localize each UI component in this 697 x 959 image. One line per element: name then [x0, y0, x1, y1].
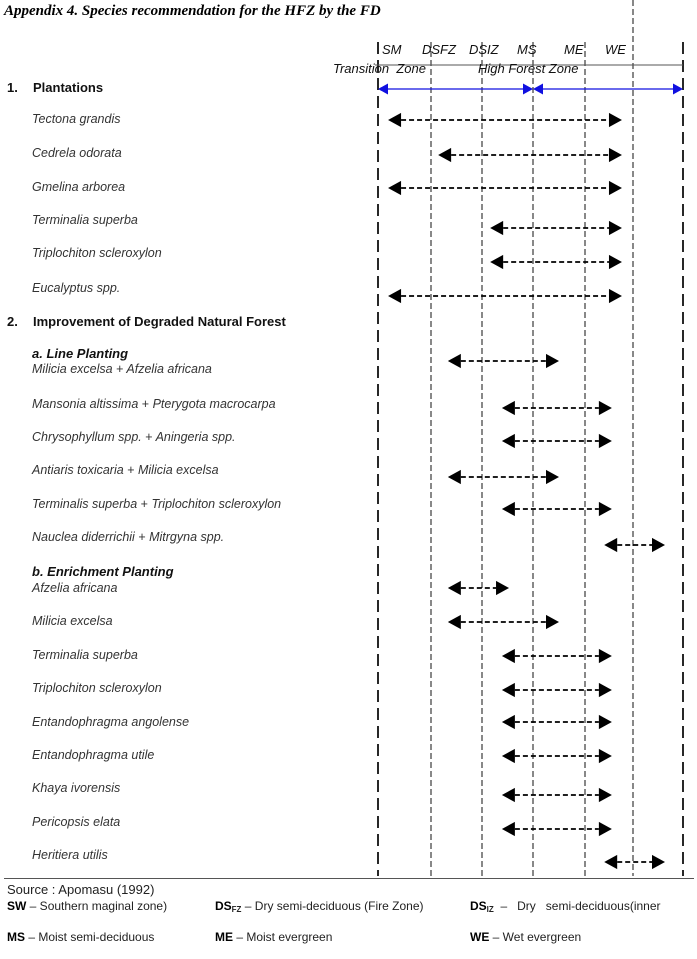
range-arrow-left-head [490, 221, 503, 235]
range-arrow-right-head [599, 715, 612, 729]
species-row [32, 681, 162, 695]
plus-sign: + [138, 530, 146, 544]
range-arrow-right-head [609, 148, 622, 162]
range-arrow-left-head [448, 615, 461, 629]
species-row [32, 614, 113, 628]
species-row [32, 112, 121, 126]
species-row [32, 281, 120, 295]
legend-dsfz [215, 899, 424, 914]
species-name: Terminalia superba [32, 648, 138, 662]
range-arrow-right-head [546, 470, 559, 484]
section-number: 1. [7, 80, 18, 95]
range-arrow-left-head [502, 434, 515, 448]
species-name: Afzelia africana [126, 362, 212, 376]
zone-label-ms: MS [517, 42, 537, 57]
range-arrow-left-head [502, 715, 515, 729]
legend-text: – Dry semi-deciduous(inner [493, 899, 661, 913]
zone-range-arrow-left-head [378, 84, 388, 95]
subsection-line-planting: a. Line Planting [32, 346, 129, 361]
plus-sign: + [141, 397, 150, 411]
species-name: Mitrgyna spp. [149, 530, 225, 544]
section-label: Plantations [33, 80, 104, 95]
legend-ms [7, 930, 154, 944]
species-name: Afzelia africana [32, 581, 118, 595]
species-row [32, 748, 154, 762]
source-note: Source : Apomasu (1992) [7, 882, 155, 897]
range-arrow-left-head [388, 113, 401, 127]
section-label: Improvement of Degraded Natural Forest [33, 314, 286, 329]
species-name: Milicia excelsa [32, 362, 113, 376]
legend-text: – Wet evergreen [489, 930, 582, 944]
range-arrow-right-head [609, 181, 622, 195]
species-row [32, 362, 212, 376]
zone-label-me: ME [564, 42, 584, 57]
range-arrow-left-head [604, 855, 617, 869]
species-row [32, 246, 162, 260]
species-name: Gmelina arborea [32, 180, 126, 194]
species-name: Cedrela odorata [32, 146, 122, 160]
range-arrow-right-head [599, 683, 612, 697]
species-name: Chrysophyllum spp. [32, 430, 142, 444]
legend-abbr: ME [215, 930, 233, 944]
range-arrow-left-head [502, 502, 515, 516]
range-arrow-right-head [599, 401, 612, 415]
zone-range-arrow-left-head [533, 84, 543, 95]
section-plantations [7, 80, 103, 95]
range-arrow-left-head [388, 289, 401, 303]
plus-sign: + [140, 497, 148, 511]
range-arrow-left-head [502, 401, 515, 415]
legend-dsiz [470, 899, 661, 914]
range-arrow-right-head [609, 255, 622, 269]
section-improvement [7, 314, 286, 329]
zone-label-sm: SM [382, 42, 402, 57]
species-name: Nauclea diderrichii [32, 530, 135, 544]
range-arrow-left-head [502, 822, 515, 836]
species-name: Mansonia altissima [32, 397, 139, 411]
species-name: Antiaris toxicaria [32, 463, 124, 477]
species-row [32, 815, 120, 829]
species-name: Triplochiton scleroxylon [32, 681, 162, 695]
legend-text: – Moist semi-deciduous [25, 930, 155, 944]
species-name: Triplochiton scleroxylon [32, 246, 162, 260]
divider [4, 878, 694, 879]
species-row [32, 781, 120, 795]
range-arrow-left-head [388, 181, 401, 195]
page-title: Appendix 4. Species recommendation for the HFZ by the FD [4, 3, 381, 19]
zone-label-we: WE [605, 42, 626, 57]
legend-sub: IZ [486, 905, 494, 914]
range-arrow-right-head [652, 855, 665, 869]
species-row [32, 397, 276, 411]
species-row [32, 497, 281, 511]
range-arrow-left-head [448, 354, 461, 368]
section-number: 2. [7, 314, 18, 329]
species-name: Milicia excelsa [32, 614, 113, 628]
range-arrow-right-head [599, 649, 612, 663]
subsection-enrichment-planting: b. Enrichment Planting [32, 564, 174, 579]
range-arrow-left-head [448, 581, 461, 595]
legend-text: – Moist evergreen [233, 930, 333, 944]
range-arrow-right-head [609, 113, 622, 127]
species-row [32, 180, 125, 194]
range-arrow-left-head [448, 470, 461, 484]
legend-text: – Dry semi-deciduous (Fire Zone) [241, 899, 424, 913]
species-row [32, 430, 236, 444]
zone-group-transition: Transition Zone [333, 61, 426, 76]
legend-sw [7, 899, 197, 913]
species-name: Khaya ivorensis [32, 781, 121, 795]
range-arrow-right-head [599, 788, 612, 802]
species-row [32, 715, 189, 729]
plus-sign: + [145, 430, 153, 444]
legend-sub: FZ [231, 905, 242, 914]
species-name: Terminalia superba [32, 213, 138, 227]
plus-sign: + [116, 362, 124, 376]
range-arrow-right-head [599, 749, 612, 763]
species-row [32, 463, 219, 477]
legend-text: – Southern maginal zone) [26, 899, 168, 913]
legend-we [470, 930, 581, 944]
species-name: Entandophragma angolense [32, 715, 190, 729]
species-name: Triplochiton scleroxylon [151, 497, 282, 511]
range-arrow-right-head [599, 822, 612, 836]
range-arrow-left-head [490, 255, 503, 269]
range-arrow-right-head [546, 354, 559, 368]
species-row [32, 146, 122, 160]
range-arrow-left-head [502, 683, 515, 697]
range-arrow-left-head [438, 148, 451, 162]
range-arrow-left-head [502, 649, 515, 663]
species-row [32, 848, 108, 862]
species-row [32, 581, 117, 595]
species-name: Milicia excelsa [137, 463, 219, 477]
range-arrow-right-head [609, 221, 622, 235]
species-name: Aningeria spp. [155, 430, 236, 444]
range-arrow-right-head [546, 615, 559, 629]
legend-abbr: SW [7, 899, 27, 913]
range-arrow-left-head [604, 538, 617, 552]
plus-sign: + [127, 463, 135, 477]
range-arrow-right-head [652, 538, 665, 552]
range-arrow-right-head [496, 581, 509, 595]
range-arrow-right-head [599, 502, 612, 516]
zone-label-dsfz: DSFZ [422, 42, 456, 57]
range-arrow-right-head [609, 289, 622, 303]
range-arrow-left-head [502, 788, 515, 802]
zone-range-arrow-right-head [673, 84, 683, 95]
species-row [32, 648, 138, 662]
legend-abbr: WE [470, 930, 490, 944]
species-name: Entandophragma utile [32, 748, 155, 762]
species-row [32, 213, 138, 227]
range-arrow-right-head [599, 434, 612, 448]
species-name: Pericopsis elata [32, 815, 121, 829]
legend-abbr: DS [470, 899, 487, 913]
species-name: Pterygota macrocarpa [152, 397, 276, 411]
species-row [32, 530, 224, 544]
legend-me [215, 930, 332, 944]
legend-abbr: DS [215, 899, 232, 913]
zone-group-high-forest: High Forest Zone [478, 61, 579, 76]
legend-abbr: MS [7, 930, 25, 944]
species-name: Eucalyptus spp. [32, 281, 121, 295]
species-name: Heritiera utilis [32, 848, 108, 862]
species-name: Tectona grandis [32, 112, 121, 126]
species-name: Terminalis superba [32, 497, 138, 511]
range-arrow-left-head [502, 749, 515, 763]
zone-range-arrow-right-head [523, 84, 533, 95]
zone-label-dsiz: DSIZ [469, 42, 499, 57]
